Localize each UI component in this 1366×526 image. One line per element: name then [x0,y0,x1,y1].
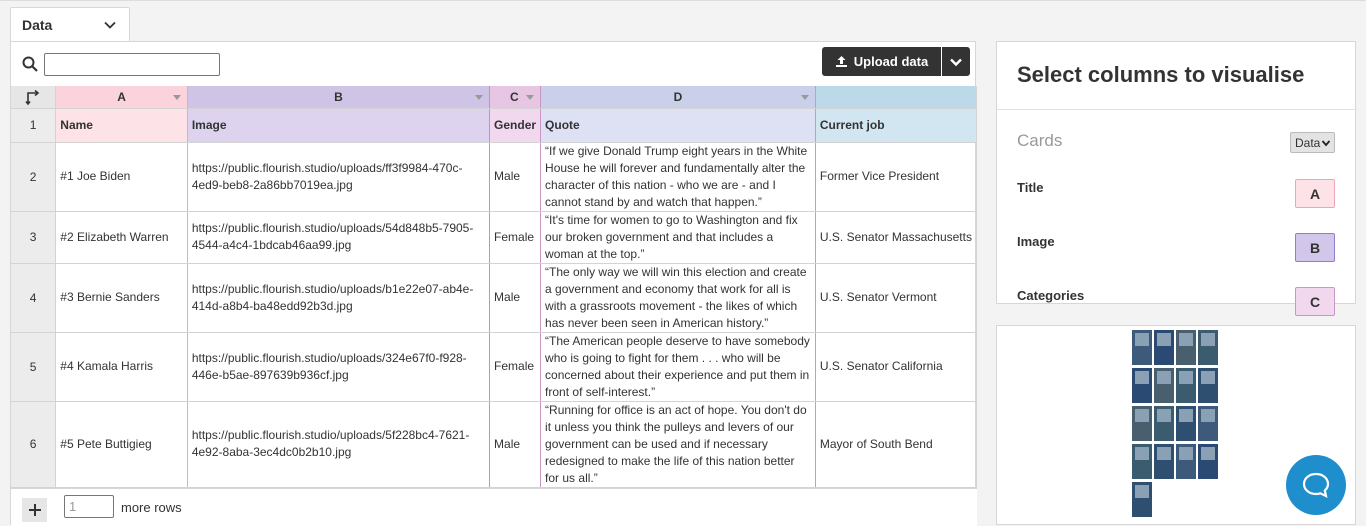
header-cell[interactable]: Gender [490,108,541,142]
row-number[interactable]: 5 [11,332,56,401]
table-row [11,142,977,211]
cell-name[interactable]: #5 Pete Buttigieg [56,401,188,487]
column-menu-arrow[interactable] [801,95,809,100]
panel-title: Select columns to visualise [1017,62,1305,87]
preview-card-image [1179,409,1193,422]
binding-label-image: Image [1017,234,1055,249]
grid-corner[interactable] [11,86,56,108]
column-header-e[interactable] [815,86,976,108]
preview-card-image [1157,371,1171,384]
column-header-d[interactable]: D [541,86,816,108]
table-row [11,263,977,332]
binding-column-title[interactable]: A [1295,179,1335,208]
binding-label-categories: Categories [1017,288,1085,303]
header-cell[interactable]: Image [187,108,489,142]
column-menu-arrow[interactable] [173,95,181,100]
plus-icon [29,504,41,516]
row-number[interactable]: 4 [11,263,56,332]
cell-image[interactable]: https://public.flourish.studio/uploads/b1e22e07-ab4e-414d-a8b4-ba48edd92b3d.jpg [187,263,489,332]
cell-quote[interactable]: “The American people deserve to have somebody who is going to fight for them . . . who will be concerned about their experience and put them in front of self-interest.” [541,332,816,401]
preview-card-image [1135,409,1149,422]
header-cell[interactable]: Quote [541,108,816,142]
preview-card-image [1179,333,1193,346]
data-grid[interactable] [11,86,977,488]
column-bindings-panel [996,41,1356,310]
preview-card-image [1157,409,1171,422]
chevron-down-icon [1321,138,1331,148]
upload-data-button[interactable] [822,47,941,76]
cell-gender[interactable]: Female [490,332,541,401]
cards-label: Cards [1017,131,1063,150]
upload-icon [835,55,848,68]
upload-options-button[interactable] [942,47,970,76]
upload-label: Upload data [853,54,929,69]
preview-card-image [1201,409,1215,422]
tab-data[interactable] [10,7,130,42]
cell-quote[interactable]: “The only way we will win this election and create a government and economy that work for all is with a grassroots movement - the likes of which has never been seen in American history.” [541,263,816,332]
add-rows-button[interactable] [22,498,47,522]
rows-count-input[interactable] [64,495,114,518]
chevron-down-icon [102,17,118,33]
transpose-icon [25,89,41,105]
row-number[interactable]: 3 [11,211,56,263]
grid-footer [11,488,977,526]
divider [997,109,1357,110]
cell-name[interactable]: #4 Kamala Harris [56,332,188,401]
cell-gender[interactable]: Male [490,142,541,211]
column-header-a[interactable]: A [56,86,188,108]
column-menu-arrow[interactable] [475,95,483,100]
cell-image[interactable]: https://public.flourish.studio/uploads/ff3f9984-470c-4ed9-beb8-2a86bb7019ea.jpg [187,142,489,211]
table-row [11,401,977,487]
tab-label: Data [22,17,53,33]
cell-gender[interactable]: Female [490,211,541,263]
sheet-select[interactable]: Data [1290,132,1335,153]
column-header-b[interactable]: B [187,86,489,108]
preview-card-image [1135,485,1149,498]
row-number[interactable]: 2 [11,142,56,211]
cell-name[interactable]: #3 Bernie Sanders [56,263,188,332]
top-border [0,0,1366,1]
preview-card-image [1201,447,1215,460]
binding-column-image[interactable]: B [1295,233,1335,262]
row-number[interactable]: 6 [11,401,56,487]
cell-current-job[interactable]: Former Vice President [815,142,976,211]
search-input[interactable] [44,53,220,76]
preview-card-image [1201,371,1215,384]
cell-name[interactable]: #1 Joe Biden [56,142,188,211]
chat-bubble-icon [1302,472,1330,498]
header-cell[interactable]: Name [56,108,188,142]
cell-quote[interactable]: “It's time for women to go to Washington and fix our broken government and that includes a woman at the top.” [541,211,816,263]
binding-label-title: Title [1017,180,1044,195]
chat-support-button[interactable] [1286,455,1346,515]
chevron-down-icon [949,55,963,69]
cell-current-job[interactable]: U.S. Senator Massachusetts [815,211,976,263]
preview-card-image [1179,447,1193,460]
preview-card-image [1135,371,1149,384]
preview-card-image [1179,371,1193,384]
header-cell[interactable]: Current job [815,108,976,142]
cell-image[interactable]: https://public.flourish.studio/uploads/54d848b5-7905-4544-a4c4-1bdcab46aa99.jpg [187,211,489,263]
preview-card-image [1201,333,1215,346]
data-toolbar [11,42,977,86]
preview-card-image [1157,333,1171,346]
more-rows-label: more rows [121,500,182,515]
cell-image[interactable]: https://public.flourish.studio/uploads/324e67f0-f928-446e-b5ae-897639b936cf.jpg [187,332,489,401]
binding-column-categories[interactable]: C [1295,287,1335,316]
cell-gender[interactable]: Male [490,401,541,487]
preview-card-image [1135,447,1149,460]
data-panel [10,41,976,525]
cell-quote[interactable]: “Running for office is an act of hope. You don't do it unless you think the pulleys and levers of our government can be used and if necessary redesigned to make the life of this nation better for us all.” [541,401,816,487]
preview-thumbnail [1132,330,1220,522]
cell-current-job[interactable]: Mayor of South Bend [815,401,976,487]
cell-gender[interactable]: Male [490,263,541,332]
preview-card-image [1135,333,1149,346]
table-row [11,332,977,401]
column-menu-arrow[interactable] [526,95,534,100]
cell-quote[interactable]: “If we give Donald Trump eight years in the White House he will forever and fundamentally alter the character of this nation - who we are - and I cannot stand by and watch that happen.” [541,142,816,211]
preview-card-image [1157,447,1171,460]
column-header-c[interactable]: C [490,86,541,108]
row-number[interactable]: 1 [11,108,56,142]
cell-image[interactable]: https://public.flourish.studio/uploads/5f228bc4-7621-4e92-8aba-3ec4dc0b2b10.jpg [187,401,489,487]
header-row [11,108,977,142]
search-icon [21,55,39,73]
table-row [11,211,977,263]
cell-name[interactable]: #2 Elizabeth Warren [56,211,188,263]
cell-current-job[interactable]: U.S. Senator California [815,332,976,401]
cell-current-job[interactable]: U.S. Senator Vermont [815,263,976,332]
